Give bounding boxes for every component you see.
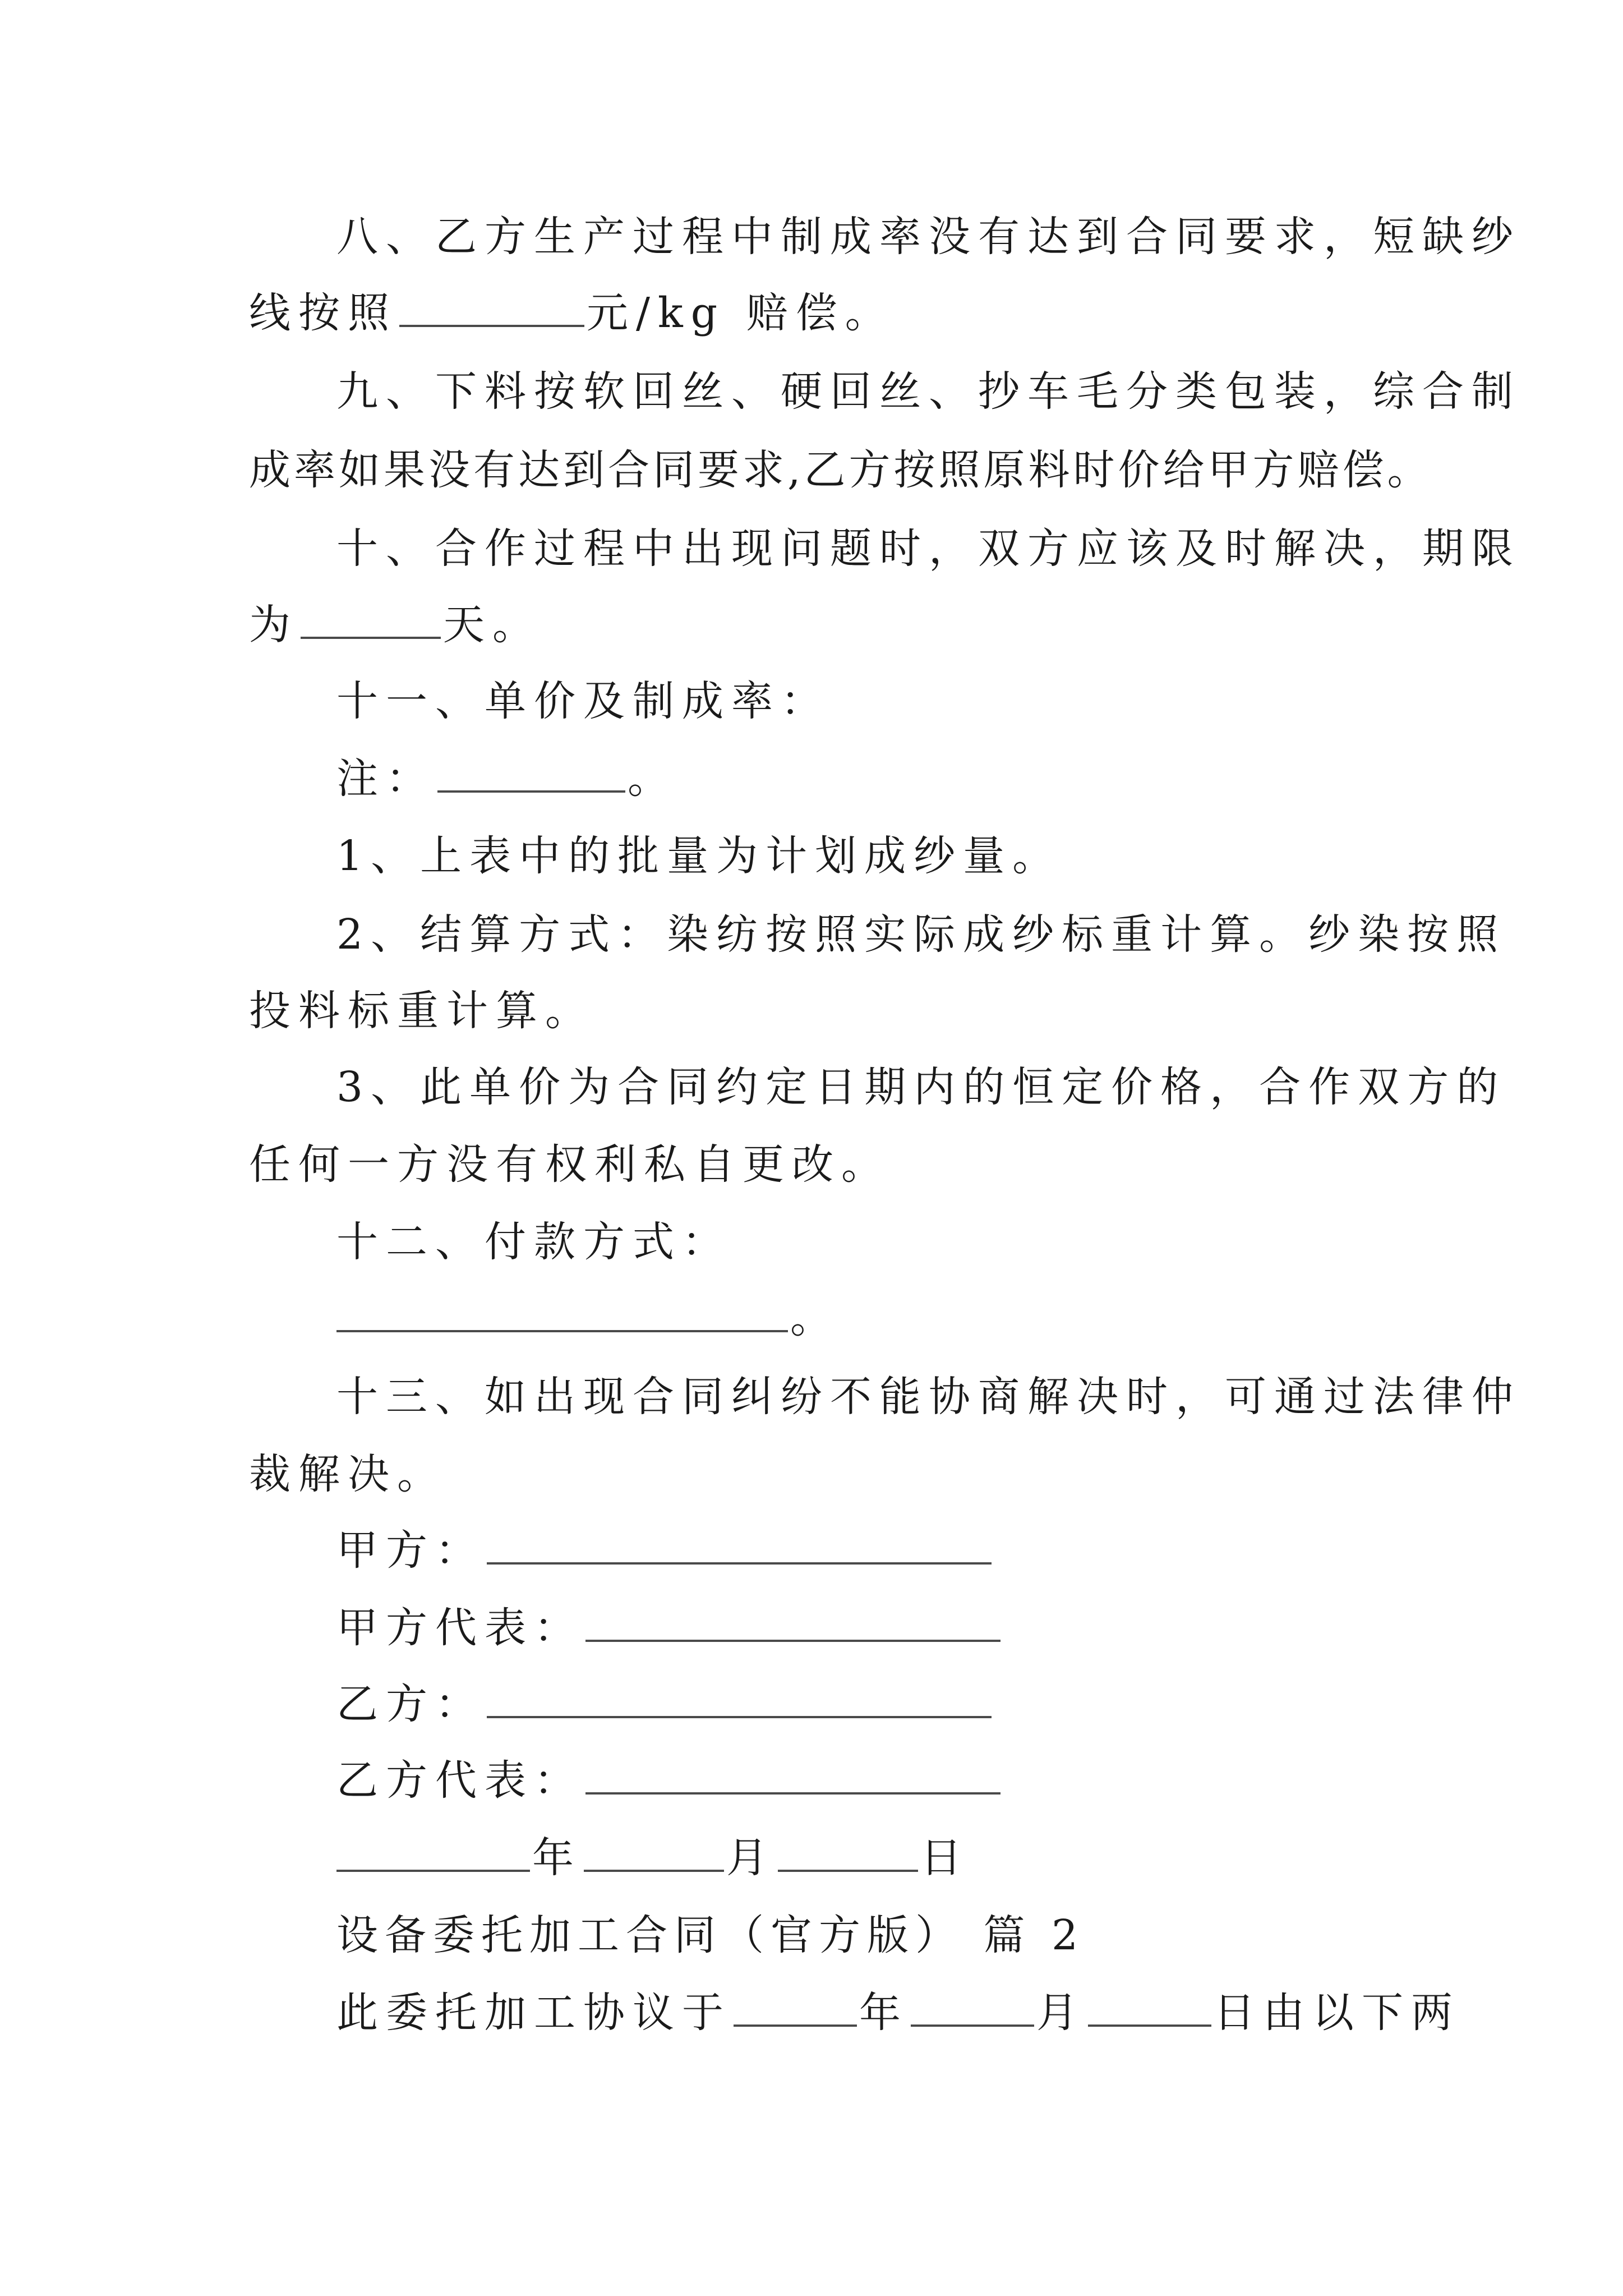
text: 线按照 xyxy=(249,289,397,337)
text: 乙方代表： xyxy=(336,1756,583,1805)
text: 成率如果没有达到合同要求,乙方按照原料时价给甲方赔偿。 xyxy=(249,446,1432,494)
text: 裁解决。 xyxy=(249,1450,446,1498)
paragraph-line xyxy=(249,442,1432,498)
blank-field xyxy=(336,1830,530,1872)
text: 月 xyxy=(726,1834,776,1882)
blank-field xyxy=(336,1291,788,1332)
blank-field xyxy=(301,597,441,639)
text: 日 xyxy=(920,1834,970,1882)
text: 注： xyxy=(336,754,435,803)
text: 为 xyxy=(249,601,298,649)
paragraph-line xyxy=(249,597,542,653)
text: 设备委托加工合同（官方版） 篇 2 xyxy=(336,1911,1085,1959)
signature-line xyxy=(336,1752,1003,1809)
paragraph-line xyxy=(249,285,895,341)
paragraph-line xyxy=(249,1446,446,1502)
paragraph-line xyxy=(336,1290,840,1346)
paragraph-line xyxy=(249,1137,891,1193)
paragraph-line xyxy=(336,1369,1521,1425)
paragraph-line xyxy=(336,828,1062,884)
blank-field xyxy=(778,1830,918,1872)
paragraph-line xyxy=(336,1985,1460,2041)
text: 乙方： xyxy=(336,1680,485,1728)
date-line xyxy=(336,1830,970,1886)
text: 天。 xyxy=(443,601,542,649)
paragraph-line xyxy=(336,209,1521,265)
text: 十二、付款方式： xyxy=(336,1218,731,1266)
signature-line xyxy=(336,1600,1003,1656)
text: 九、下料按软回丝、硬回丝、抄车毛分类包装，综合制 xyxy=(336,367,1521,416)
section-heading xyxy=(336,1907,1085,1963)
text: 年 xyxy=(859,1989,909,2037)
text: 十三、如出现合同纠纷不能协商解决时，可通过法律仲 xyxy=(336,1373,1521,1421)
paragraph-line xyxy=(336,1214,731,1270)
text: 十、合作过程中出现问题时，双方应该及时解决，期限 xyxy=(336,524,1521,573)
text: 投料标重计算。 xyxy=(249,987,594,1035)
blank-field xyxy=(584,1830,724,1872)
text: 元/kg 赔偿。 xyxy=(587,289,895,337)
blank-field xyxy=(487,1523,992,1565)
text: 日由以下两 xyxy=(1214,1989,1460,2037)
signature-line xyxy=(336,1676,994,1732)
text: 2、结算方式：染纺按照实际成纱标重计算。纱染按照 xyxy=(336,910,1506,959)
text: 八、乙方生产过程中制成率没有达到合同要求，短缺纱 xyxy=(336,213,1521,261)
paragraph-line xyxy=(336,673,830,729)
text: 。 xyxy=(790,1294,840,1342)
blank-field xyxy=(734,1985,857,2027)
paragraph-line xyxy=(249,983,594,1039)
blank-field xyxy=(585,1600,1000,1642)
text: 3、此单价为合同约定日期内的恒定价格，合作双方的 xyxy=(336,1063,1506,1111)
text: 。 xyxy=(628,754,677,803)
paragraph-line xyxy=(336,1059,1506,1115)
blank-field xyxy=(399,286,584,327)
blank-field xyxy=(487,1677,992,1718)
paragraph-line xyxy=(336,751,677,807)
signature-line xyxy=(336,1522,994,1579)
text: 十一、单价及制成率： xyxy=(336,677,830,725)
text: 甲方代表： xyxy=(336,1604,583,1652)
blank-field xyxy=(911,1985,1034,2027)
text: 1、上表中的批量为计划成纱量。 xyxy=(336,832,1062,880)
text: 月 xyxy=(1036,1989,1086,2037)
text: 甲方： xyxy=(336,1526,485,1575)
paragraph-line xyxy=(336,364,1521,420)
paragraph-line xyxy=(336,521,1521,577)
paragraph-line xyxy=(336,907,1506,963)
text: 此委托加工协议于 xyxy=(336,1989,731,2037)
blank-field xyxy=(585,1753,1000,1795)
text: 年 xyxy=(532,1834,582,1882)
blank-field xyxy=(437,751,625,793)
text: 任何一方没有权利私自更改。 xyxy=(249,1140,891,1189)
blank-field xyxy=(1088,1985,1211,2027)
